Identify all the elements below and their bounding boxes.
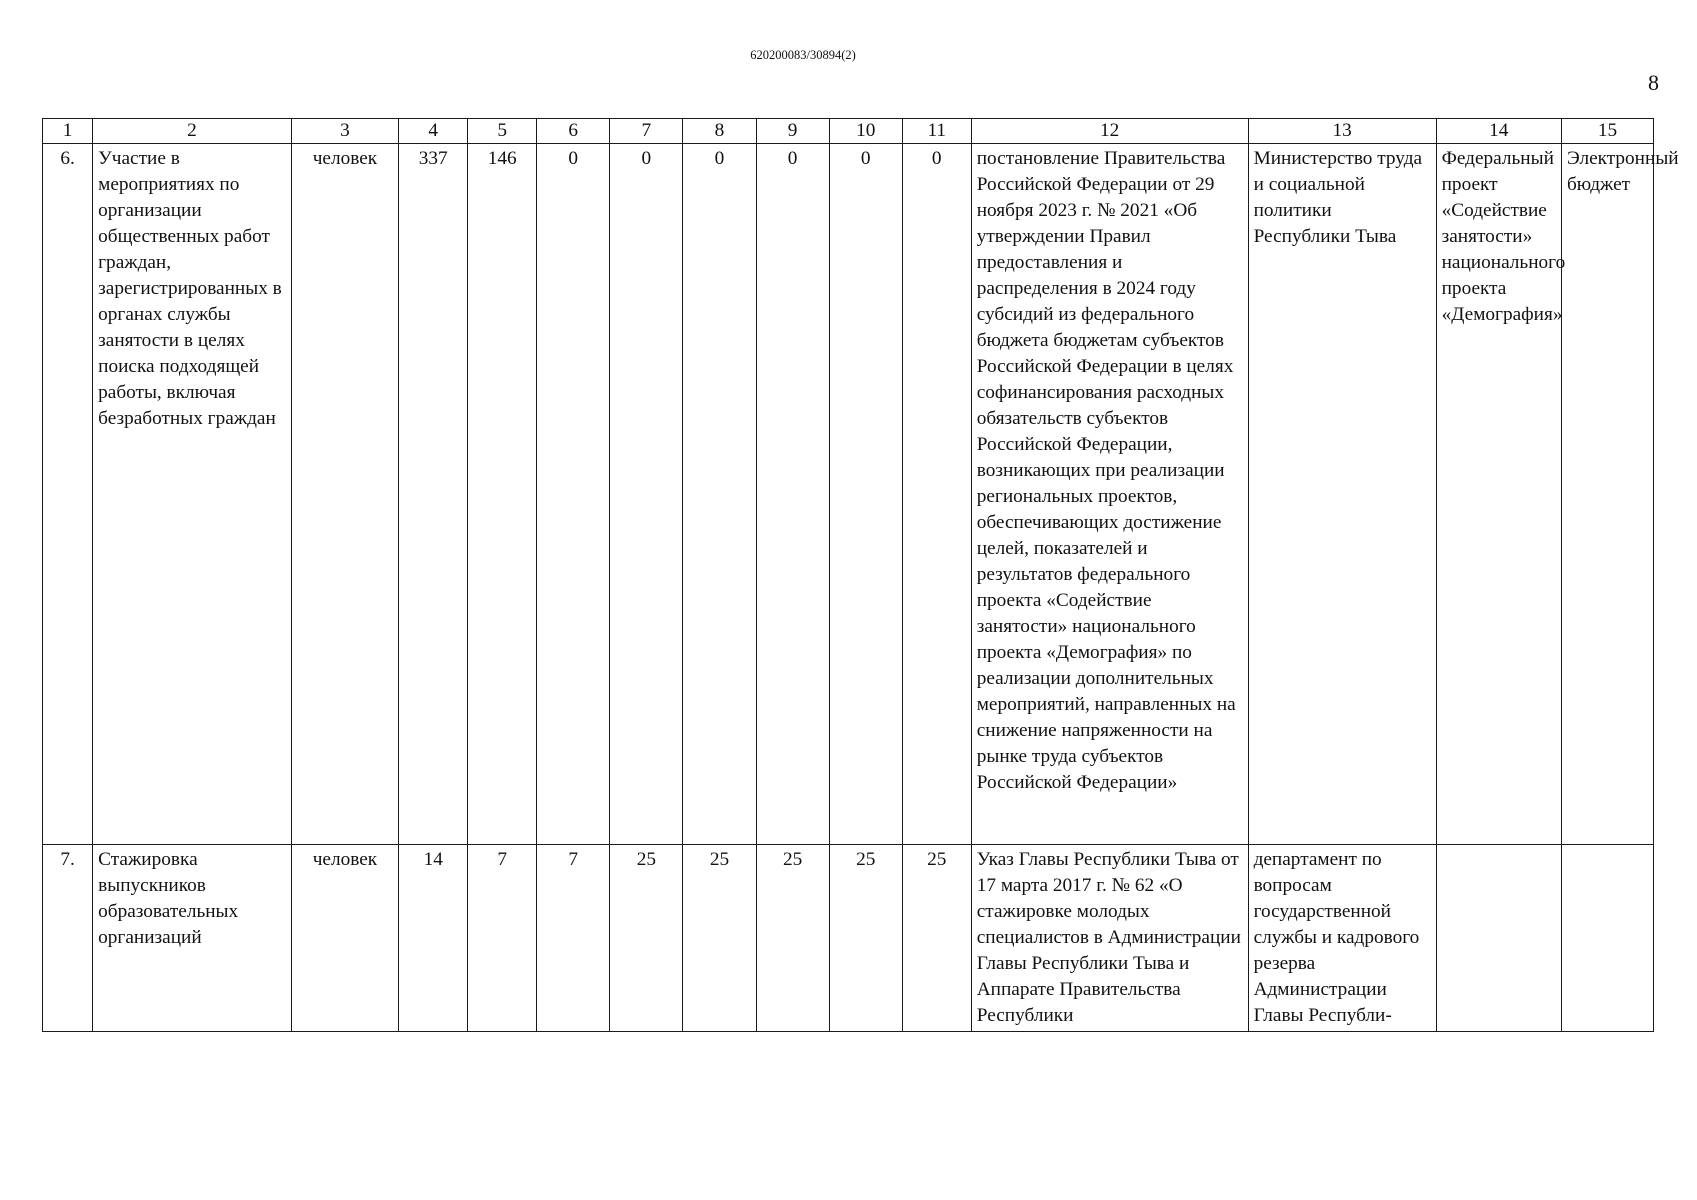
header-cell: 5 [468,119,537,144]
budget-system-cell: Электронный бюджет [1561,144,1653,845]
header-cell: 12 [971,119,1248,144]
table-row [43,845,1654,1032]
page-number: 8 [1648,70,1659,95]
unit-cell: человек [291,845,399,1032]
responsible-cell: департамент по вопросам государственной службы и кадрового резерва Администрации Главы Республи- [1248,845,1436,1032]
value-cell: 25 [610,845,683,1032]
legal-basis-cell: Указ Главы Республики Тыва от 17 марта 2017 г. № 62 «О стажировке молодых специалистов в Администрации Главы Республики Тыва и Аппарате Правительства Республики [971,845,1248,1032]
header-cell: 10 [829,119,902,144]
budget-system-cell [1561,845,1653,1032]
value-cell: 25 [902,845,971,1032]
header-cell: 11 [902,119,971,144]
measure-name: Участие в мероприятиях по организации общественных работ граждан, зарегистрированных в органах службы занятости в целях поиска подходящей работы, включая безработных граждан [93,144,292,845]
value-cell: 0 [537,144,610,845]
value-cell: 25 [756,845,829,1032]
program-table [42,118,1679,1032]
responsible-cell: Министерство труда и социальной политики Республики Тыва [1248,144,1436,845]
header-cell: 1 [43,119,93,144]
header-cell: 14 [1436,119,1561,144]
header-cell: 13 [1248,119,1436,144]
unit-cell: человек [291,144,399,845]
value-cell: 7 [468,845,537,1032]
header-cell: 3 [291,119,399,144]
table-header-row [43,119,1654,144]
legal-basis-cell: постановление Правительства Российской Федерации от 29 ноября 2023 г. № 2021 «Об утверждении Правил предоставления и распределения в 2024 году субсидий из федерального бюджета бюджетам субъектов Российской Федерации в целях софинансирования расходных обязательств субъектов Российской Федерации, возникающих при реализации региональных проектов, обеспечивающих достижение целей, показателей и результатов федерального проекта «Содействие занятости» национального проекта «Демография» по реализации дополнительных мероприятий, направленных на снижение напряженности на рынке труда субъектов Российской Федерации» [971,144,1248,845]
header-cell: 2 [93,119,292,144]
value-cell: 0 [756,144,829,845]
table-row [43,144,1654,845]
value-cell: 146 [468,144,537,845]
value-cell: 337 [399,144,468,845]
row-number: 7. [43,845,93,1032]
value-cell: 0 [902,144,971,845]
value-cell: 14 [399,845,468,1032]
header-cell: 8 [683,119,756,144]
value-cell: 25 [829,845,902,1032]
header-cell: 4 [399,119,468,144]
value-cell: 0 [683,144,756,845]
measure-name: Стажировка выпускников образовательных организаций [93,845,292,1032]
project-cell: Федеральный проект «Содействие занятости» национального проекта «Демография» [1436,144,1561,845]
header-cell: 7 [610,119,683,144]
value-cell: 25 [683,845,756,1032]
header-cell: 6 [537,119,610,144]
row-number: 6. [43,144,93,845]
value-cell: 7 [537,845,610,1032]
project-cell [1436,845,1561,1032]
header-cell: 9 [756,119,829,144]
value-cell: 0 [610,144,683,845]
document-id: 620200083/30894(2) [750,48,856,62]
value-cell: 0 [829,144,902,845]
header-cell: 15 [1561,119,1653,144]
